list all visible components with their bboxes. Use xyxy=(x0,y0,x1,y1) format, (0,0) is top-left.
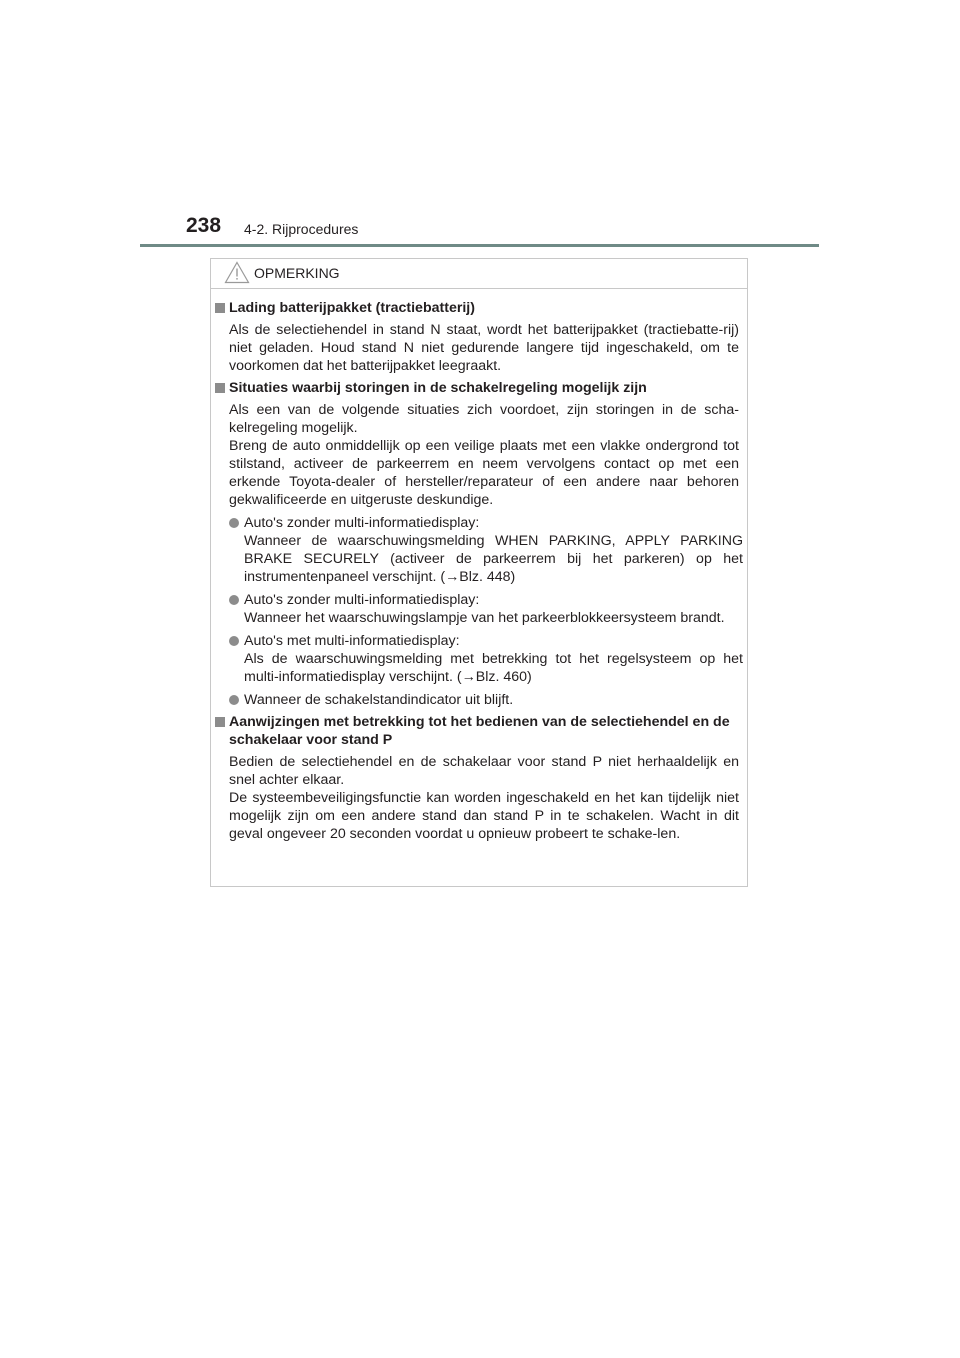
section-paragraph: De systeembeveiligingsfunctie kan worden ingeschakeld en het kan tijdelijk niet mogelijk zijn om een andere stand dan stand P in te schakelen. Wacht in dit geval ongeveer 20 seconden voordat u opnieuw probeert te schake-len. xyxy=(229,790,739,842)
square-bullet-icon xyxy=(215,717,225,727)
header-rule xyxy=(140,244,819,247)
round-bullet-icon xyxy=(229,695,239,705)
round-bullet-icon xyxy=(229,518,239,528)
section-heading: Situaties waarbij storingen in de schakelregeling mogelijk zijn xyxy=(211,379,747,397)
list-item: Auto's met multi-informatiedisplay: Als de waarschuwingsmelding met betrekking tot het regelsysteem op het multi-informatiedisplay verschijnt. (→Blz. 460) xyxy=(244,632,743,686)
page-number: 238 xyxy=(186,214,222,237)
round-bullet-icon xyxy=(229,636,239,646)
notice-title: OPMERKING xyxy=(254,265,340,281)
section-selector-lever-tips xyxy=(211,713,747,843)
list-item: Wanneer de schakelstandindicator uit blijft. xyxy=(244,691,743,709)
section-paragraph: Breng de auto onmiddellijk op een veilige plaats met een vlakke ondergrond tot stilstand, activeer de parkeerrem en neem vervolgens contact op met een erkende Toyota-dealer of hersteller/reparateur of een andere naar behoren gekwalificeerde en uitgeruste deskundige. xyxy=(229,438,739,508)
square-bullet-icon xyxy=(215,303,225,313)
section-title: 4-2. Rijprocedures xyxy=(244,221,359,237)
section-heading: Aanwijzingen met betrekking tot het bedienen van de selectiehendel en de schakelaar voor stand P xyxy=(211,713,747,749)
section-paragraph: Als een van de volgende situaties zich voordoet, zijn storingen in de scha-kelregeling mogelijk. xyxy=(229,402,739,436)
list-item: Auto's zonder multi-informatiedisplay: Wanneer het waarschuwingslampje van het parkeerblokkeersysteem brandt. xyxy=(244,591,743,627)
section-heading: Lading batterijpakket (tractiebatterij) xyxy=(211,299,747,317)
notice-box xyxy=(210,258,748,887)
round-bullet-icon xyxy=(229,595,239,605)
notice-header xyxy=(211,259,747,289)
warning-triangle-icon xyxy=(224,261,250,284)
section-paragraph: Bedien de selectiehendel en de schakelaar voor stand P niet herhaaldelijk en snel achter elkaar. xyxy=(229,754,739,788)
section-shift-malfunction xyxy=(211,379,747,709)
list-item: Auto's zonder multi-informatiedisplay: Wanneer de waarschuwingsmelding WHEN PARKING, APPLY PARKING BRAKE SECURELY (activeer de parkeerrem bij het parkeren) op het instrumentenpaneel verschijnt. (→Blz. 448) xyxy=(244,514,743,586)
square-bullet-icon xyxy=(215,383,225,393)
notice-content xyxy=(211,299,747,847)
section-paragraph: Als de selectiehendel in stand N staat, wordt het batterijpakket (tractiebatte-rij) niet geladen. Houd stand N niet gedurende langere tijd ingeschakeld, om te voorkomen dat het batterijpakket leegraakt. xyxy=(229,322,739,374)
section-battery-charge xyxy=(211,299,747,375)
